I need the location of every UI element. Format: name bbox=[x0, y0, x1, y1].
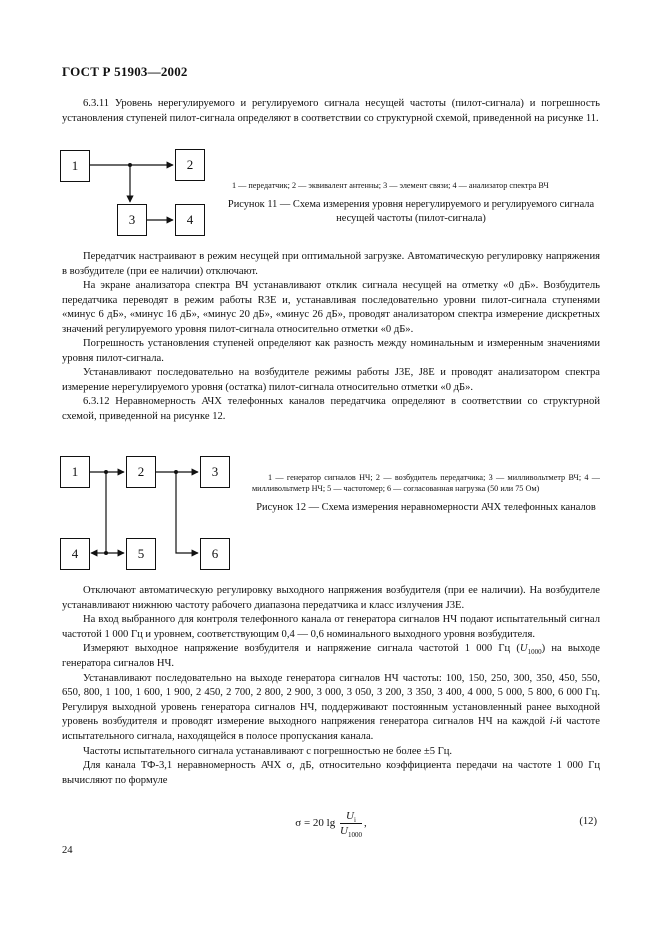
text-block-3 bbox=[62, 584, 600, 788]
paragraph: Отключают автоматическую регулировку выходного напряжения возбудителя (при ее наличии). На возбудителе устанавливают нижнюю частоту рабочего диапазона передатчика и класс излучения J3E. bbox=[62, 585, 600, 611]
formula-trailing-comma: , bbox=[363, 817, 367, 830]
paragraph: На экране анализатора спектра ВЧ устанавливают отклик сигнала несущей на отметку «0 дБ». Возбудитель передатчика переводят в режим работы R3E и, устанавливая последовательно уровни пилот-сигнала ступенями «минус 6 дБ», «минус 16 дБ», «минус 20 дБ», «минус 26 дБ», проводят анализатором спектра измерение дискретных значений регулируемого уровня пилот-сигнала относительно отметки «0 дБ». bbox=[62, 280, 600, 335]
paragraph-text: -й частоте испытательного сигнала, находящейся в полосе пропускания канала. bbox=[62, 716, 601, 742]
box-label: 2 bbox=[137, 464, 145, 479]
paragraph-text: Устанавливают последовательно на выходе генератора сигналов НЧ частоты: 100, 150, 250, 300, 350, 450, 550, 650, 800, 1 100, 1 600, 1 900, 2 450, 2 700, 2 800, 2 900, 3 000, 3 050, 3 200, 3 350, 3 400, 4 000, 5 000, 5 800, 6 000 Гц. Регулируя выходной уровень генератора сигналов НЧ, поддерживают постоянным установленный ранее выходной уровень возбудителя и проводят измерение выходного напряжения генератора сигналов НЧ на каждой bbox=[62, 672, 600, 728]
page-number: 24 bbox=[62, 845, 73, 856]
paragraph-6-3-11: 6.3.11 Уровень нерегулируемого и регулируемого сигнала несущей частоты (пилот-сигнала) и погрешность установления ступеней пилот-сигнала определяют в соответствии со структурной схемой, приведенной на рисунке 11. bbox=[62, 98, 600, 124]
figure-12-caption-column bbox=[252, 472, 600, 515]
diagram-box-frequency-meter bbox=[126, 538, 156, 570]
diagram-box-rf-spectrum-analyzer bbox=[175, 204, 205, 236]
figure-11-legend: 1 — передатчик; 2 — эквивалент антенны; 3 — элемент связи; 4 — анализатор спектра ВЧ bbox=[232, 181, 549, 190]
diagram-box-antenna-equivalent bbox=[175, 149, 205, 181]
symbol-u: U bbox=[519, 643, 528, 655]
subscript-1000: 1000 bbox=[347, 831, 362, 840]
symbol-u: U bbox=[346, 810, 354, 822]
subscript-i: i bbox=[353, 816, 356, 825]
formula-12 bbox=[62, 810, 600, 840]
box-label: 6 bbox=[211, 546, 219, 561]
fraction-numerator bbox=[340, 810, 362, 824]
figure-12-caption: Рисунок 12 — Схема измерения неравномерности АЧХ телефонных каналов bbox=[256, 502, 596, 513]
equation-number: (12) bbox=[579, 816, 597, 827]
paragraph: Передатчик настраивают в режим несущей при оптимальной загрузке. Автоматическую регулировку напряжения в возбудителе (при ее наличии) отключают. bbox=[62, 251, 600, 277]
diagram-box-matched-load bbox=[200, 538, 230, 570]
subscript-1000: 1000 bbox=[527, 648, 542, 657]
figure-11-caption-column bbox=[216, 180, 606, 225]
box-label: 4 bbox=[186, 212, 194, 227]
formula-fraction bbox=[340, 810, 362, 840]
paragraph bbox=[62, 642, 600, 671]
diagram-box-lf-millivoltmeter bbox=[60, 538, 90, 570]
diagram-box-transmitter bbox=[60, 150, 90, 182]
paragraph-frequencies bbox=[62, 672, 600, 745]
box-label: 3 bbox=[211, 464, 219, 479]
box-label: 2 bbox=[186, 157, 194, 172]
formula-lhs: σ = 20 lg bbox=[295, 817, 336, 830]
box-label: 4 bbox=[71, 546, 79, 561]
diagram-box-rf-millivoltmeter bbox=[200, 456, 230, 488]
box-label: 1 bbox=[71, 464, 79, 479]
fraction-denominator bbox=[340, 824, 362, 840]
paragraph-text: ) на выходе генератора сигналов НЧ. bbox=[62, 643, 600, 669]
figure-12-legend: 1 — генератор сигналов НЧ; 2 — возбудитель передатчика; 3 — милливольтметр ВЧ; 4 — милливольтметр НЧ; 5 — частотомер; 6 — согласованная нагрузка (50 или 75 Ом) bbox=[252, 473, 600, 493]
formula-row bbox=[62, 806, 600, 846]
text-block-2 bbox=[62, 250, 600, 424]
paragraph: Погрешность установления ступеней определяют как разность между номинальным и измеренным значениями уровня пилот-сигнала. bbox=[62, 338, 600, 364]
symbol-u: U bbox=[340, 825, 348, 837]
paragraph-6-3-12: 6.3.12 Неравномерность АЧХ телефонных каналов передатчика определяют в соответствии со структурной схемой, приведенной на рисунке 12. bbox=[62, 396, 600, 422]
diagram-box-lf-signal-generator bbox=[60, 456, 90, 488]
paragraph-text: Измеряют выходное напряжение возбудителя и напряжение сигнала частотой 1 000 Гц ( bbox=[83, 643, 520, 655]
paragraph: Частоты испытательного сигнала устанавливают с погрешностью не более ±5 Гц. bbox=[83, 745, 453, 757]
box-label: 1 bbox=[71, 158, 79, 173]
diagram-box-coupling-element bbox=[117, 204, 147, 236]
text-block-1 bbox=[62, 97, 600, 126]
document-header: ГОСТ Р 51903—2002 bbox=[62, 64, 188, 79]
figure-12-diagram bbox=[60, 456, 230, 569]
figure-11-diagram bbox=[60, 148, 210, 240]
box-label: 3 bbox=[128, 212, 136, 227]
figure-11-caption: Рисунок 11 — Схема измерения уровня нерегулируемого и регулируемого сигнала несущей частоты (пилот-сигнала) bbox=[227, 199, 595, 224]
paragraph: Для канала ТФ-3,1 неравномерность АЧХ σ, дБ, относительно коэффициента передачи на частоте 1 000 Гц вычисляют по формуле bbox=[62, 760, 600, 786]
paragraph: Устанавливают последовательно на возбудителе режимы работы J3E, J8E и проводят анализатором спектра измерение нерегулируемого уровня (остатка) пилот-сигнала относительно отметки «0 дБ». bbox=[62, 367, 600, 393]
symbol-i: i bbox=[549, 716, 553, 728]
paragraph: На вход выбранного для контроля телефонного канала от генератора сигналов НЧ подают испытательный сигнал частотой 1 000 Гц и уровнем, соответствующим 0,4 — 0,6 номинального выходного уровня возбудителя. bbox=[62, 614, 600, 640]
diagram-box-exciter bbox=[126, 456, 156, 488]
box-label: 5 bbox=[137, 546, 145, 561]
